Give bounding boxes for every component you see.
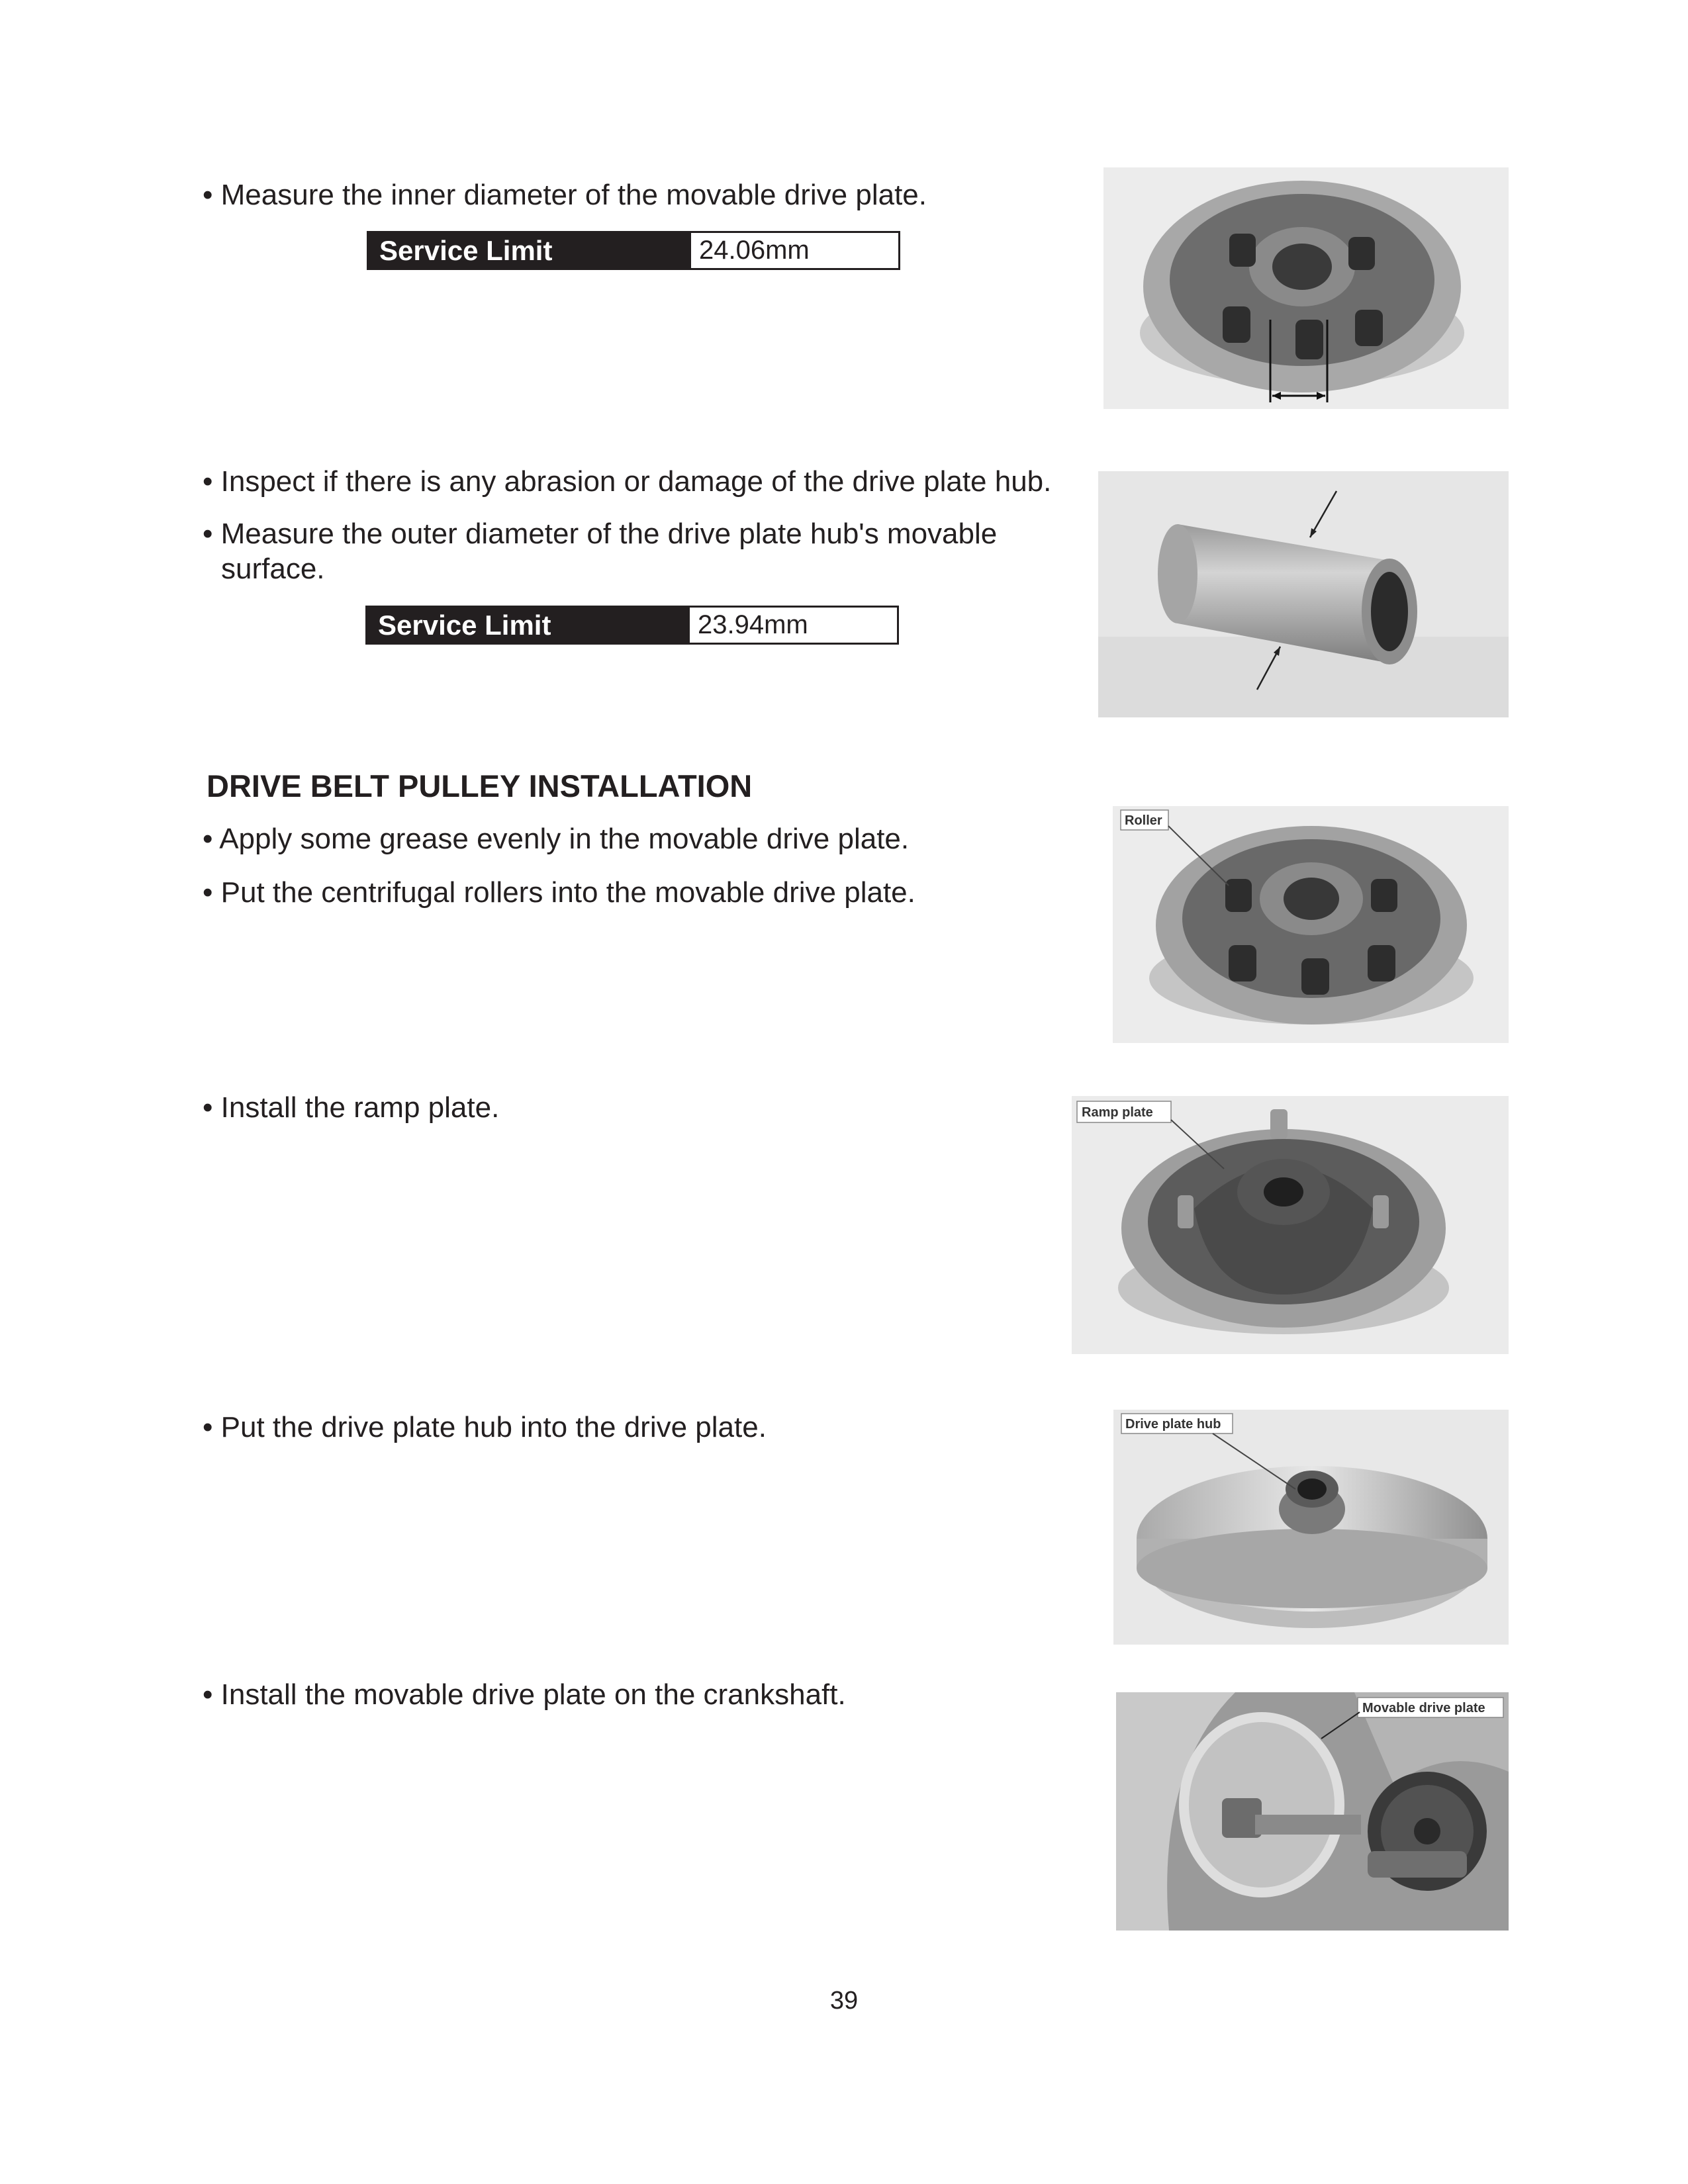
photo-drive-plate-hub	[1098, 471, 1509, 717]
photo-ramp-plate	[1072, 1096, 1509, 1354]
bullet-put-rollers: • Put the centrifugal rollers into the movable drive plate.	[203, 876, 915, 909]
callout-drive-plate-hub: Drive plate hub	[1125, 1417, 1221, 1432]
photo-movable-drive-plate-measure	[1103, 167, 1509, 409]
bullet-apply-grease: • Apply some grease evenly in the movable drive plate.	[203, 823, 910, 855]
callout-movable-drive-plate: Movable drive plate	[1362, 1701, 1485, 1715]
photo-rollers	[1113, 806, 1509, 1043]
bullet-install-ramp-plate: • Install the ramp plate.	[203, 1091, 500, 1124]
service-limit-value: 24.06mm	[691, 233, 898, 268]
page-number: 39	[829, 1987, 859, 2015]
bullet-measure-outer-diameter-cont: surface.	[221, 553, 325, 585]
service-limit-table-2	[365, 606, 899, 645]
service-limit-value: 23.94mm	[690, 608, 897, 643]
bullet-measure-inner-diameter: • Measure the inner diameter of the movable drive plate.	[203, 179, 927, 211]
bullet-inspect-hub: • Inspect if there is any abrasion or damage of the drive plate hub.	[203, 465, 1052, 498]
section-heading: DRIVE BELT PULLEY INSTALLATION	[207, 768, 753, 803]
service-limit-table-1	[367, 231, 900, 270]
bullet-install-movable-plate: • Install the movable drive plate on the crankshaft.	[203, 1678, 846, 1711]
bullet-measure-outer-diameter: • Measure the outer diameter of the drive plate hub's movable	[203, 518, 998, 550]
photo-drive-plate-hub-installed	[1113, 1410, 1509, 1645]
callout-ramp-plate: Ramp plate	[1082, 1105, 1153, 1120]
service-limit-label: Service Limit	[367, 608, 690, 643]
service-limit-label: Service Limit	[369, 233, 691, 268]
photo-movable-drive-plate-crankshaft	[1116, 1692, 1509, 1931]
callout-roller: Roller	[1125, 813, 1162, 828]
bullet-put-hub: • Put the drive plate hub into the drive plate.	[203, 1411, 767, 1443]
